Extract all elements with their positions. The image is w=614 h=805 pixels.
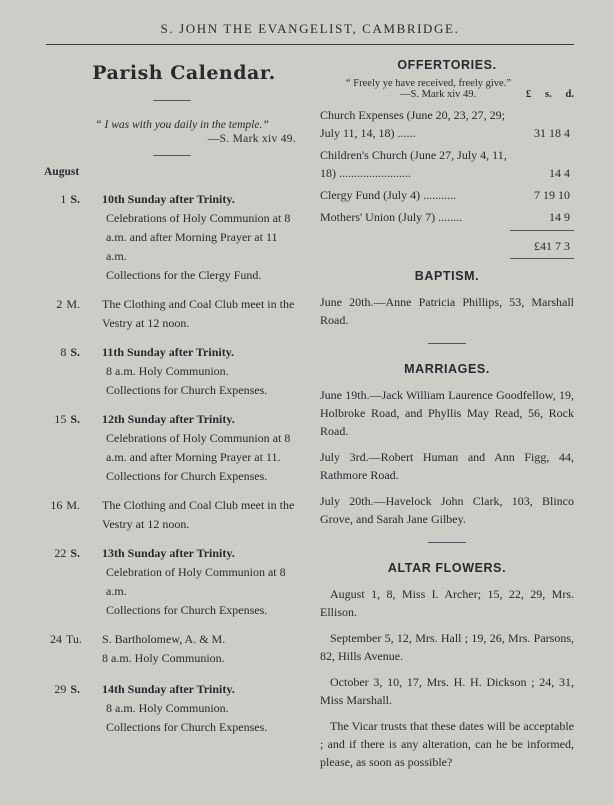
calendar-quote: “ I was with you daily in the temple.” [95, 119, 269, 131]
entry-day: 24 [50, 632, 62, 646]
offertory-amount: 14 4 [549, 166, 570, 180]
entry-date [50, 630, 80, 649]
calendar-entry [44, 544, 300, 620]
entry-weekday: M. [66, 297, 80, 311]
entry-body [102, 295, 300, 333]
entry-line: S. Bartholomew, A. & M. [102, 632, 226, 646]
entry-weekday: S. [70, 192, 80, 206]
entry-weekday: S. [70, 682, 80, 696]
entry-body [102, 630, 300, 668]
offertories-citation: —S. Mark xiv 49. [400, 89, 477, 100]
calendar-month: August [44, 166, 80, 178]
baptism-entry: June 20th.—Anne Patricia Phillips, 53, Marshall Road. [320, 295, 574, 327]
entry-day: 15 [54, 412, 67, 426]
baptism-title: BAPTISM. [414, 269, 480, 283]
entry-date [50, 295, 80, 314]
offertory-description: Church Expenses (June 20, 23, 27, 29; July 11, 14, 18) ...... [320, 108, 505, 140]
calendar-entry [44, 410, 300, 486]
entry-date [50, 343, 80, 362]
altar-flowers-entry: August 1, 8, Miss I. Archer; 15, 22, 29, Mrs. Ellison. [320, 587, 574, 619]
entry-body [102, 496, 300, 534]
entry-line: Collections for Church Expenses. [106, 383, 268, 397]
entry-body [102, 410, 300, 486]
total-rule [510, 230, 574, 231]
offertories-total: £41 7 3 [534, 239, 570, 253]
offertory-amount: 14 9 [549, 210, 570, 224]
entry-day: 16 [50, 498, 63, 512]
entry-weekday: S. [70, 546, 80, 560]
entry-line: Celebration of Holy Communion at 8 a.m. [106, 565, 286, 598]
entry-date [50, 410, 80, 429]
entry-day: 8 [60, 345, 67, 359]
entry-body [102, 343, 300, 400]
offertories-list [320, 106, 574, 226]
entry-date [50, 496, 80, 515]
calendar-entry [44, 496, 300, 534]
entry-body [102, 190, 300, 285]
col-pence: d. [565, 89, 574, 100]
entry-heading: 13th Sunday after Trinity. [102, 546, 235, 560]
calendar-entry [44, 630, 300, 668]
divider [428, 343, 466, 344]
entry-line: The Clothing and Coal Club meet in the Vestry at 12 noon. [102, 498, 295, 531]
entry-line: The Clothing and Coal Club meet in the Vestry at 12 noon. [102, 297, 295, 330]
altar-flowers-title: ALTAR FLOWERS. [387, 561, 507, 575]
col-shillings: s. [545, 89, 552, 100]
entry-day: 1 [60, 192, 67, 206]
calendar-entry [44, 343, 300, 400]
entry-date [50, 190, 80, 209]
entry-weekday: S. [70, 412, 80, 426]
entry-day: 2 [56, 297, 63, 311]
entry-line: Collections for Church Expenses. [106, 603, 268, 617]
marriage-entry: July 3rd.—Robert Human and Ann Figg, 44, Rathmore Road. [320, 450, 574, 482]
marriage-entry: July 20th.—Havelock John Clark, 103, Blinco Grove, and Sarah Jane Gilbey. [320, 494, 574, 526]
total-rule [510, 258, 574, 259]
marriage-entry: June 19th.—Jack William Laurence Goodfellow, 19, Holbroke Road, and Phyllis May Read, 56, Rock Road. [320, 388, 574, 438]
entry-date [50, 544, 80, 563]
entry-heading: 11th Sunday after Trinity. [102, 345, 235, 359]
page-header-title: S. JOHN THE EVANGELIST, CAMBRIDGE. [160, 21, 460, 36]
marriages-list [320, 386, 574, 528]
offertory-row [320, 186, 574, 204]
offertory-description: Children's Church (June 27, July 4, 11, 18) ........................ [320, 148, 507, 180]
altar-flowers-list [320, 585, 574, 709]
entry-weekday: M. [66, 498, 80, 512]
currency-columns [526, 89, 574, 100]
offertories-title: OFFERTORIES. [397, 58, 497, 72]
offertory-row [320, 208, 574, 226]
offertory-description: Clergy Fund (July 4) ........... [320, 188, 457, 202]
entry-line: Collections for Church Expenses. [106, 720, 268, 734]
entry-line: 8 a.m. Holy Communion. [106, 364, 229, 378]
entry-body [102, 544, 300, 620]
entry-day: 22 [54, 546, 67, 560]
col-pounds: £ [526, 89, 532, 100]
entry-line: 8 a.m. Holy Communion. [106, 701, 229, 715]
offertory-amount: 7 19 10 [534, 188, 570, 202]
offertories-subheader [400, 89, 574, 100]
entry-heading: 14th Sunday after Trinity. [102, 682, 235, 696]
entry-heading: 12th Sunday after Trinity. [102, 412, 235, 426]
offertory-row [320, 146, 574, 182]
entry-body [102, 680, 300, 737]
offertory-row [320, 106, 574, 142]
entry-day: 29 [54, 682, 67, 696]
parish-calendar-column [44, 58, 300, 737]
marriages-title: MARRIAGES. [404, 362, 490, 376]
divider [153, 100, 191, 101]
notices-column [320, 58, 574, 771]
altar-flowers-entry: October 3, 10, 17, Mrs. H. H. Dickson ; 24, 31, Miss Marshall. [320, 675, 574, 707]
offertory-description: Mothers' Union (July 7) ........ [320, 210, 463, 224]
entry-line: 8 a.m. Holy Communion. [102, 651, 225, 665]
altar-flowers-entry: September 5, 12, Mrs. Hall ; 19, 26, Mrs. Parsons, 82, Hills Avenue. [320, 631, 574, 663]
calendar-entry [44, 190, 300, 285]
entry-line: Collections for the Clergy Fund. [106, 268, 262, 282]
entry-line: Celebrations of Holy Communion at 8 a.m. and after Morning Prayer at 11 a.m. [106, 211, 291, 263]
entry-date [50, 680, 80, 699]
entry-weekday: S. [70, 345, 80, 359]
entry-line: Collections for Church Expenses. [106, 469, 268, 483]
divider [428, 542, 466, 543]
entry-heading: 10th Sunday after Trinity. [102, 192, 235, 206]
divider [153, 155, 191, 156]
vicar-note: The Vicar trusts that these dates will be acceptable ; and if there is any alteration, can he be informed, please, as soon as possible? [320, 719, 574, 769]
offertories-quote: “ Freely ye have received, freely give.” [346, 78, 511, 89]
calendar-entry [44, 295, 300, 333]
calendar-citation: —S. Mark xiv 49. [207, 133, 296, 145]
calendar-title: Parish Calendar. [92, 62, 276, 84]
page-header [46, 14, 574, 45]
entry-weekday: Tu. [66, 632, 82, 646]
calendar-entry [44, 680, 300, 737]
calendar-entries [44, 190, 300, 737]
entry-line: Celebrations of Holy Communion at 8 a.m. and after Morning Prayer at 11. [106, 431, 291, 464]
offertory-amount: 31 18 4 [534, 126, 570, 140]
